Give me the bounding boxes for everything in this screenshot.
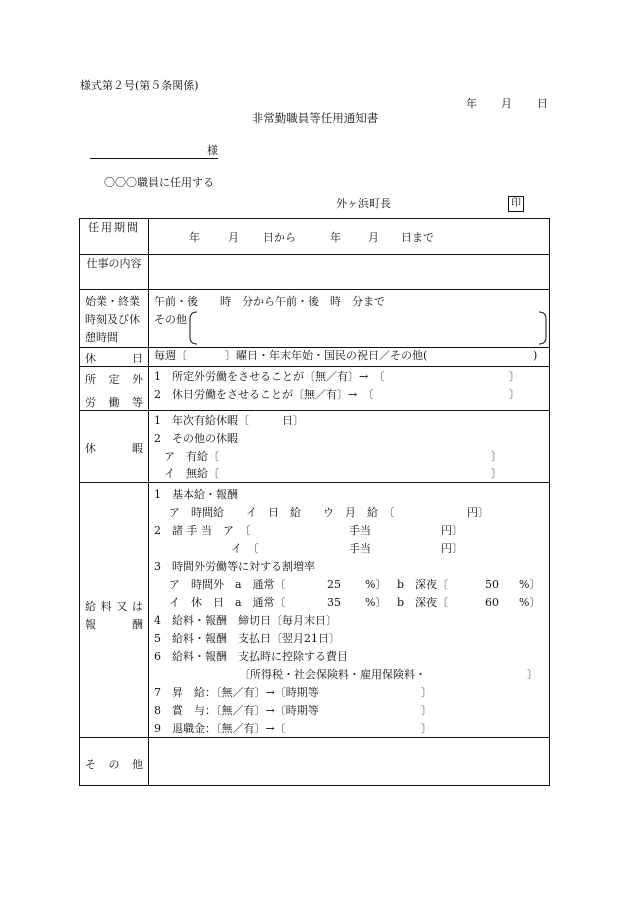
pay-line-5-pct1: %〕 [365, 578, 387, 591]
leave-paid-close: 〕 [491, 450, 502, 463]
term-end-year: 年 [330, 231, 341, 244]
pay-line-10-close: 〕 [527, 668, 538, 681]
pay-line-3a-unit: 手当 [349, 524, 371, 537]
overtime-item-2-close: 〕 [509, 388, 520, 401]
overtime-item-1-close: 〕 [509, 370, 520, 383]
leave-annual: 1 年次有給休暇〔 日〕 [154, 414, 304, 427]
duties-label-cell [80, 255, 149, 290]
pay-line-7: 4 給料・報酬 締切日〔毎月末日〕 [154, 614, 337, 627]
pay-line-6-pct1: %〕 [365, 596, 387, 609]
term-label-cell [80, 219, 149, 255]
pay-line-6: イ 休 日 a 通常〔 [169, 596, 286, 609]
pay-line-11-close: 〕 [421, 686, 432, 699]
overtime-item-2: 2 休日労働をさせることが〔無／有〕→ 〔 [154, 388, 374, 401]
hours-row [80, 290, 550, 348]
other-label-2: の [108, 758, 120, 771]
leave-other: 2 その他の休暇 [154, 432, 238, 445]
hours-time-range: 午前・後 時 分から午前・後 時 分まで [154, 295, 385, 308]
holiday-label-2: 日 [132, 352, 143, 365]
pay-line-5-val1: 25 [327, 578, 341, 591]
pay-line-2: ア 時間給 イ 日 給 ウ 月 給 〔 [169, 506, 395, 519]
holiday-label-1: 休 [85, 352, 96, 365]
pay-line-3a: 2 諸 手 当 ア 〔 [154, 524, 251, 537]
leave-label-cell [80, 411, 149, 483]
leave-row [80, 411, 550, 483]
leave-unpaid: イ 無給〔 [164, 467, 219, 480]
holiday-prefix: 毎週〔 [154, 349, 187, 362]
holiday-body: 〕曜日・年末年始・国民の祝日／その他( [225, 349, 428, 362]
pay-line-6-pct2: %〕 [519, 596, 541, 609]
pay-label-cell [80, 483, 149, 738]
pay-label-1d: は [131, 600, 143, 613]
document-title: 非常勤職員等任用通知書 [251, 111, 379, 125]
overtime-label-2a: 労 [85, 396, 96, 409]
pay-label-2b: 酬 [132, 618, 143, 631]
other-row [80, 738, 550, 786]
pay-value-cell [149, 483, 550, 738]
pay-line-13: 9 退職金：〔無／有〕→〔 [154, 722, 286, 735]
pay-line-12-close: 〕 [421, 704, 432, 717]
appointment-text: 〇〇〇職員に任用する [104, 176, 214, 189]
leave-unpaid-close: 〕 [491, 467, 502, 480]
overtime-value-cell [149, 367, 550, 411]
pay-line-6-val2: 60 [485, 596, 499, 609]
pay-line-1: 1 基本給・報酬 [154, 488, 238, 501]
duties-label: 仕事の内容 [86, 257, 142, 270]
pay-line-13-close: 〕 [421, 722, 432, 735]
overtime-label-1c: 外 [132, 373, 143, 386]
addressee-line [90, 145, 218, 159]
leave-paid: ア 有給〔 [164, 450, 219, 463]
hours-other-brackets [189, 310, 549, 346]
pay-line-5-val2: 50 [485, 578, 499, 591]
pay-label-1a: 給 [85, 600, 96, 613]
pay-line-5: ア 時間外 a 通常〔 [169, 578, 286, 591]
pay-line-12: 8 賞 与：〔無／有〕→〔時期等 [154, 704, 319, 717]
pay-line-4: 3 時間外労働等に対する割増率 [154, 560, 315, 573]
term-start-month: 月 [228, 231, 239, 244]
pay-line-3b-unit: 手当 [349, 542, 371, 555]
pay-line-2-yen: 円〕 [467, 506, 489, 519]
term-label: 任用期間 [88, 221, 140, 234]
appointment-table [79, 218, 550, 786]
date-day: 日 [537, 97, 548, 110]
pay-line-10: 〔所得税・社会保険料・雇用保険料・ [239, 668, 426, 681]
issuer-name: 外ヶ浜町長 [336, 197, 391, 210]
holiday-label-cell [80, 348, 149, 367]
pay-line-6-val1: 35 [327, 596, 341, 609]
overtime-label-1b: 定 [108, 373, 120, 386]
other-value-cell [149, 738, 550, 786]
term-end-day: 日まで [401, 231, 434, 244]
overtime-label-cell [80, 367, 149, 411]
term-value-cell [149, 219, 550, 255]
hours-label-cell [80, 290, 149, 348]
pay-label-1c: 又 [116, 600, 128, 613]
pay-label-2a: 報 [85, 618, 96, 631]
leave-label-2: 暇 [132, 442, 143, 455]
pay-line-6-b: b 深夜〔 [397, 596, 449, 609]
leave-value-cell [149, 411, 550, 483]
seal-mark: 印 [508, 196, 524, 212]
leave-label-1: 休 [85, 442, 96, 455]
pay-line-3b-yen: 円〕 [441, 542, 463, 555]
pay-line-5-pct2: %〕 [519, 578, 541, 591]
hours-label-2: 時刻及び休 [85, 313, 140, 326]
overtime-label-2c: 等 [132, 396, 143, 409]
other-label-cell [80, 738, 149, 786]
date-month: 月 [501, 97, 512, 110]
term-row [80, 219, 550, 255]
pay-line-8: 5 給料・報酬 支払日〔翌月21日〕 [154, 632, 340, 645]
pay-line-5-b: b 深夜〔 [397, 578, 449, 591]
hours-label-1: 始業・終業 [85, 295, 140, 308]
hours-other-label: その他 [154, 313, 187, 326]
pay-label-1b: 料 [100, 600, 112, 613]
hours-value-cell [149, 290, 550, 348]
other-label-1: そ [85, 758, 96, 771]
holiday-suffix: ) [533, 349, 538, 362]
duties-row [80, 255, 550, 290]
pay-line-3a-yen: 円〕 [441, 524, 463, 537]
overtime-item-1: 1 所定外労働をさせることが〔無／有〕→ 〔 [154, 370, 385, 383]
addressee-suffix: 様 [207, 144, 218, 157]
term-start-day: 日から [263, 231, 296, 244]
hours-label-3: 憩時間 [85, 331, 118, 344]
duties-value-cell [149, 255, 550, 290]
holiday-value-cell [149, 348, 550, 367]
overtime-row [80, 367, 550, 411]
other-label-3: 他 [132, 758, 143, 771]
pay-line-11: 7 昇 給：〔無／有〕→〔時期等 [154, 686, 319, 699]
pay-row [80, 483, 550, 738]
pay-line-3b: イ 〔 [231, 542, 259, 555]
term-start-year: 年 [189, 231, 200, 244]
holiday-row [80, 348, 550, 367]
pay-line-9: 6 給料・報酬 支払時に控除する費目 [154, 650, 348, 663]
date-year: 年 [466, 97, 477, 110]
term-end-month: 月 [368, 231, 379, 244]
form-number: 様式第２号(第５条関係) [80, 79, 199, 92]
overtime-label-1a: 所 [85, 373, 96, 386]
overtime-label-2b: 働 [108, 396, 120, 409]
